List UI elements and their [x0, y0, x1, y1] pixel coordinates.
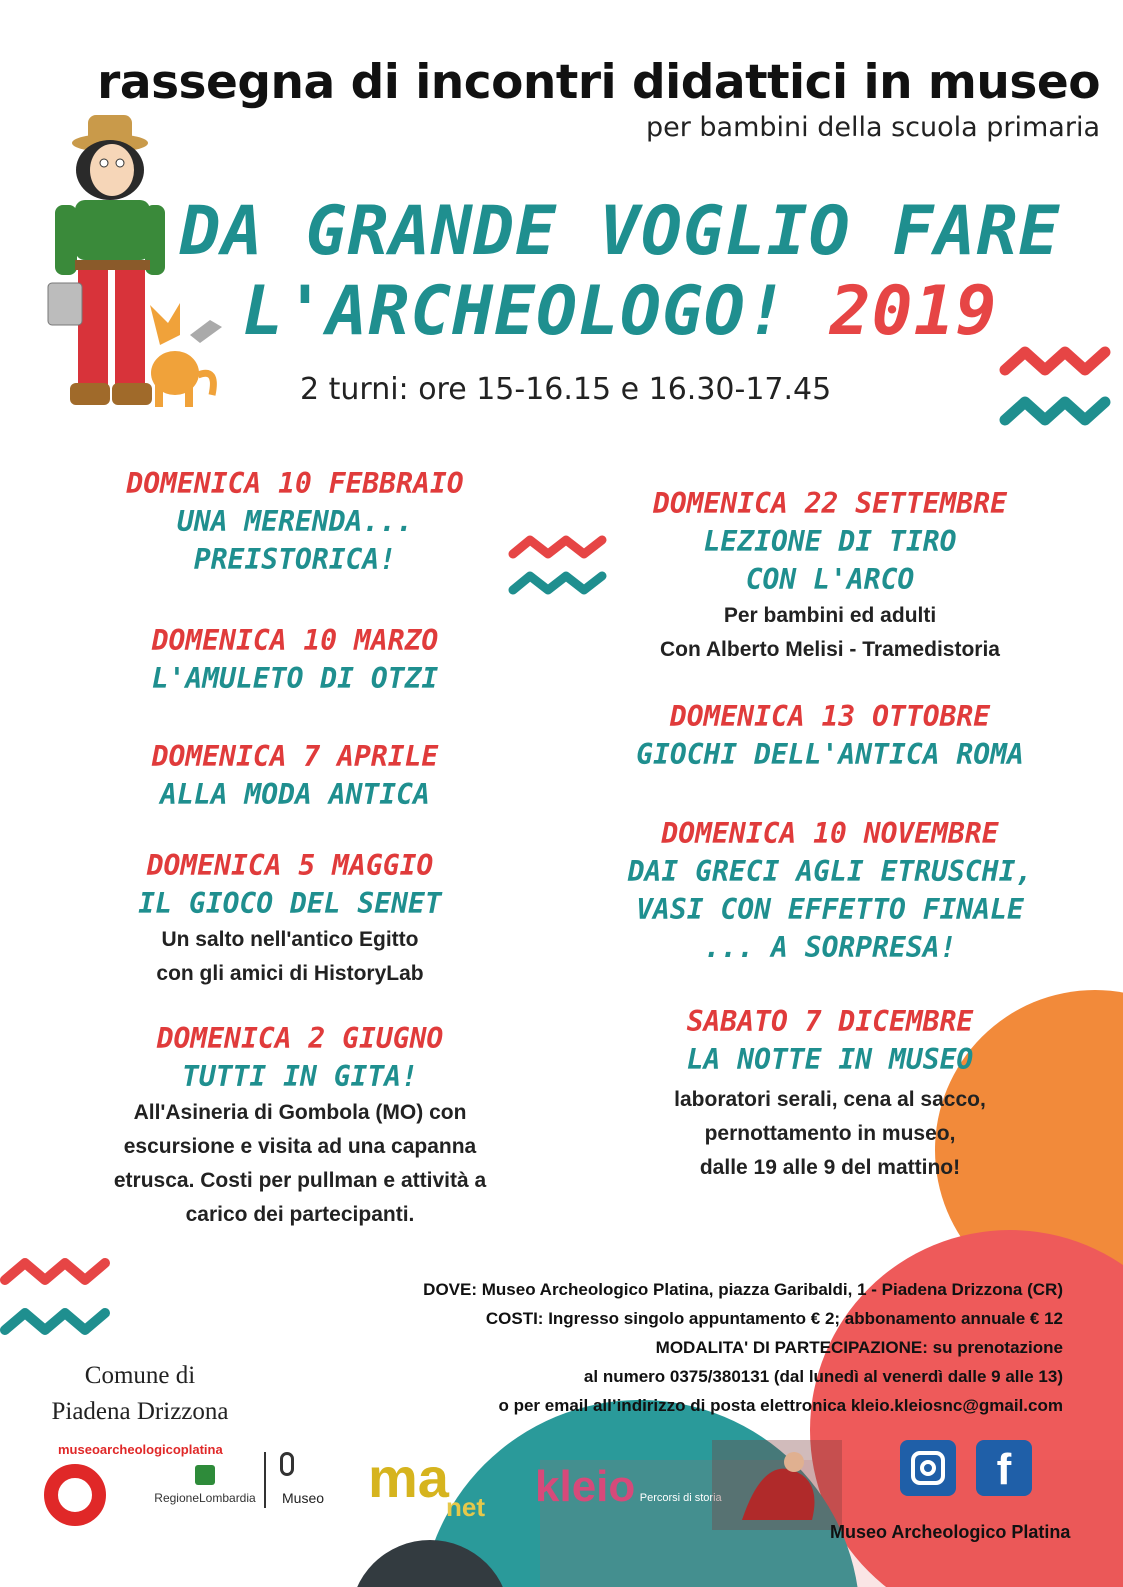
event-title: IL GIOCO DEL SENET: [138, 887, 442, 920]
event-title: PREISTORICA!: [193, 543, 397, 576]
event-title: CON L'ARCO: [745, 563, 915, 596]
regione-lombardia-logo: [140, 1465, 270, 1505]
event-note: Con Alberto Melisi - Tramedistoria: [660, 638, 1000, 661]
event-sep: [610, 485, 1050, 667]
event-date: DOMENICA 7 APRILE: [151, 740, 439, 773]
event-note: con gli amici di HistoryLab: [156, 962, 424, 985]
event-date: DOMENICA 10 FEBBRAIO: [126, 467, 464, 500]
social-label: Museo Archeologico Platina: [830, 1522, 1071, 1542]
headline-line2: [160, 272, 1080, 351]
event-mar: [95, 622, 495, 698]
comune-line2: Piadena Drizzona: [51, 1398, 229, 1425]
manet-logo: [368, 1446, 485, 1523]
manet-ma: ma: [368, 1446, 449, 1509]
event-jun: [60, 1020, 540, 1232]
event-note: Un salto nell'antico Egitto: [161, 928, 419, 951]
event-note: escursione e visita ad una capanna: [123, 1135, 477, 1158]
page-subtitle: per bambini della scuola primaria: [645, 112, 1100, 143]
event-note: dalle 19 alle 9 del mattino!: [699, 1156, 961, 1179]
event-date: DOMENICA 5 MAGGIO: [146, 849, 434, 882]
event-feb: [95, 465, 495, 579]
event-title: TUTTI IN GITA!: [181, 1060, 418, 1093]
event-title: ALLA MODA ANTICA: [160, 778, 430, 811]
museo-logo: [278, 1452, 324, 1506]
event-note: carico dei partecipanti.: [185, 1203, 415, 1226]
event-may: [80, 847, 500, 991]
event-date: SABATO 7 DICEMBRE: [686, 1005, 974, 1038]
info-dove: DOVE: Museo Archeologico Platina, piazza Garibaldi, 1 - Piadena Drizzona (CR): [423, 1280, 1063, 1299]
info-modalita-label: MODALITA' DI PARTECIPAZIONE:: [655, 1338, 928, 1357]
kleio-text: kleio: [535, 1462, 636, 1511]
event-dec: [600, 1003, 1060, 1185]
comune-label: [20, 1358, 260, 1430]
event-date: DOMENICA 22 SETTEMBRE: [652, 487, 1007, 520]
event-title: ... A SORPRESA!: [703, 931, 957, 964]
kleio-sub: Percorsi di storia: [639, 1492, 722, 1504]
regione-text: RegioneLombardia: [154, 1491, 256, 1505]
event-note: All'Asineria di Gombola (MO) con: [133, 1101, 467, 1124]
info-costi: COSTI: Ingresso singolo appuntamento € 2; abbonamento annuale € 12: [485, 1309, 1063, 1328]
info-block: [243, 1275, 1063, 1420]
facebook-icon[interactable]: f: [976, 1440, 1032, 1496]
headline-line2-text: L'ARCHEOLOGO!: [242, 272, 788, 351]
headline-year: 2019: [829, 272, 998, 351]
event-date: DOMENICA 10 MARZO: [151, 624, 439, 657]
event-title: UNA MERENDA...: [176, 505, 413, 538]
event-title: DAI GRECI AGLI ETRUSCHI,: [627, 855, 1033, 888]
page-title: rassegna di incontri didattici in museo: [97, 55, 1100, 110]
event-apr: [95, 738, 495, 814]
event-note: Per bambini ed adulti: [723, 604, 937, 627]
event-nov: [600, 815, 1060, 967]
event-date: DOMENICA 2 GIUGNO: [156, 1022, 444, 1055]
event-note: laboratori serali, cena al sacco,: [674, 1088, 986, 1111]
logo-divider: [264, 1452, 266, 1508]
event-oct: [600, 698, 1060, 774]
painting-image: [712, 1440, 842, 1530]
event-note: pernottamento in museo,: [704, 1122, 956, 1145]
museo-ring-text: museoarcheologicoplatina: [58, 1442, 223, 1457]
headline-line1: DA GRANDE VOGLIO FARE: [179, 192, 1061, 271]
zigzag-icon: [508, 532, 613, 604]
info-email: o per email all’indirizzo di posta elettronica kleio.kleiosnc@gmail.com: [498, 1396, 1063, 1415]
info-numero: al numero 0375/380131 (dal lunedì al venerdì dalle 9 alle 13): [583, 1367, 1063, 1386]
info-modalita: [243, 1333, 1063, 1362]
turni-text: 2 turni: ore 15-16.15 e 16.30-17.45: [300, 372, 832, 407]
zigzag-icon: [1000, 340, 1115, 435]
event-title: VASI CON EFFETTO FINALE: [636, 893, 1024, 926]
event-title: GIOCHI DELL'ANTICA ROMA: [636, 738, 1024, 771]
museo-icon: [280, 1452, 294, 1476]
event-note: etrusca. Costi per pullman e attività a: [113, 1169, 487, 1192]
regione-icon: [195, 1465, 215, 1485]
event-date: DOMENICA 10 NOVEMBRE: [661, 817, 999, 850]
event-date: DOMENICA 13 OTTOBRE: [669, 700, 991, 733]
info-modalita-value: su prenotazione: [932, 1338, 1063, 1357]
instagram-icon[interactable]: [900, 1440, 956, 1496]
manet-net: net: [446, 1492, 485, 1522]
comune-line1: Comune di: [84, 1362, 196, 1389]
zigzag-icon: [0, 1255, 115, 1345]
event-title: LEZIONE DI TIRO: [703, 525, 957, 558]
event-title: LA NOTTE IN MUSEO: [686, 1043, 974, 1076]
museo-text: Museo: [282, 1490, 325, 1506]
kleio-logo: [535, 1462, 722, 1512]
event-title: L'AMULETO DI OTZI: [151, 662, 439, 695]
